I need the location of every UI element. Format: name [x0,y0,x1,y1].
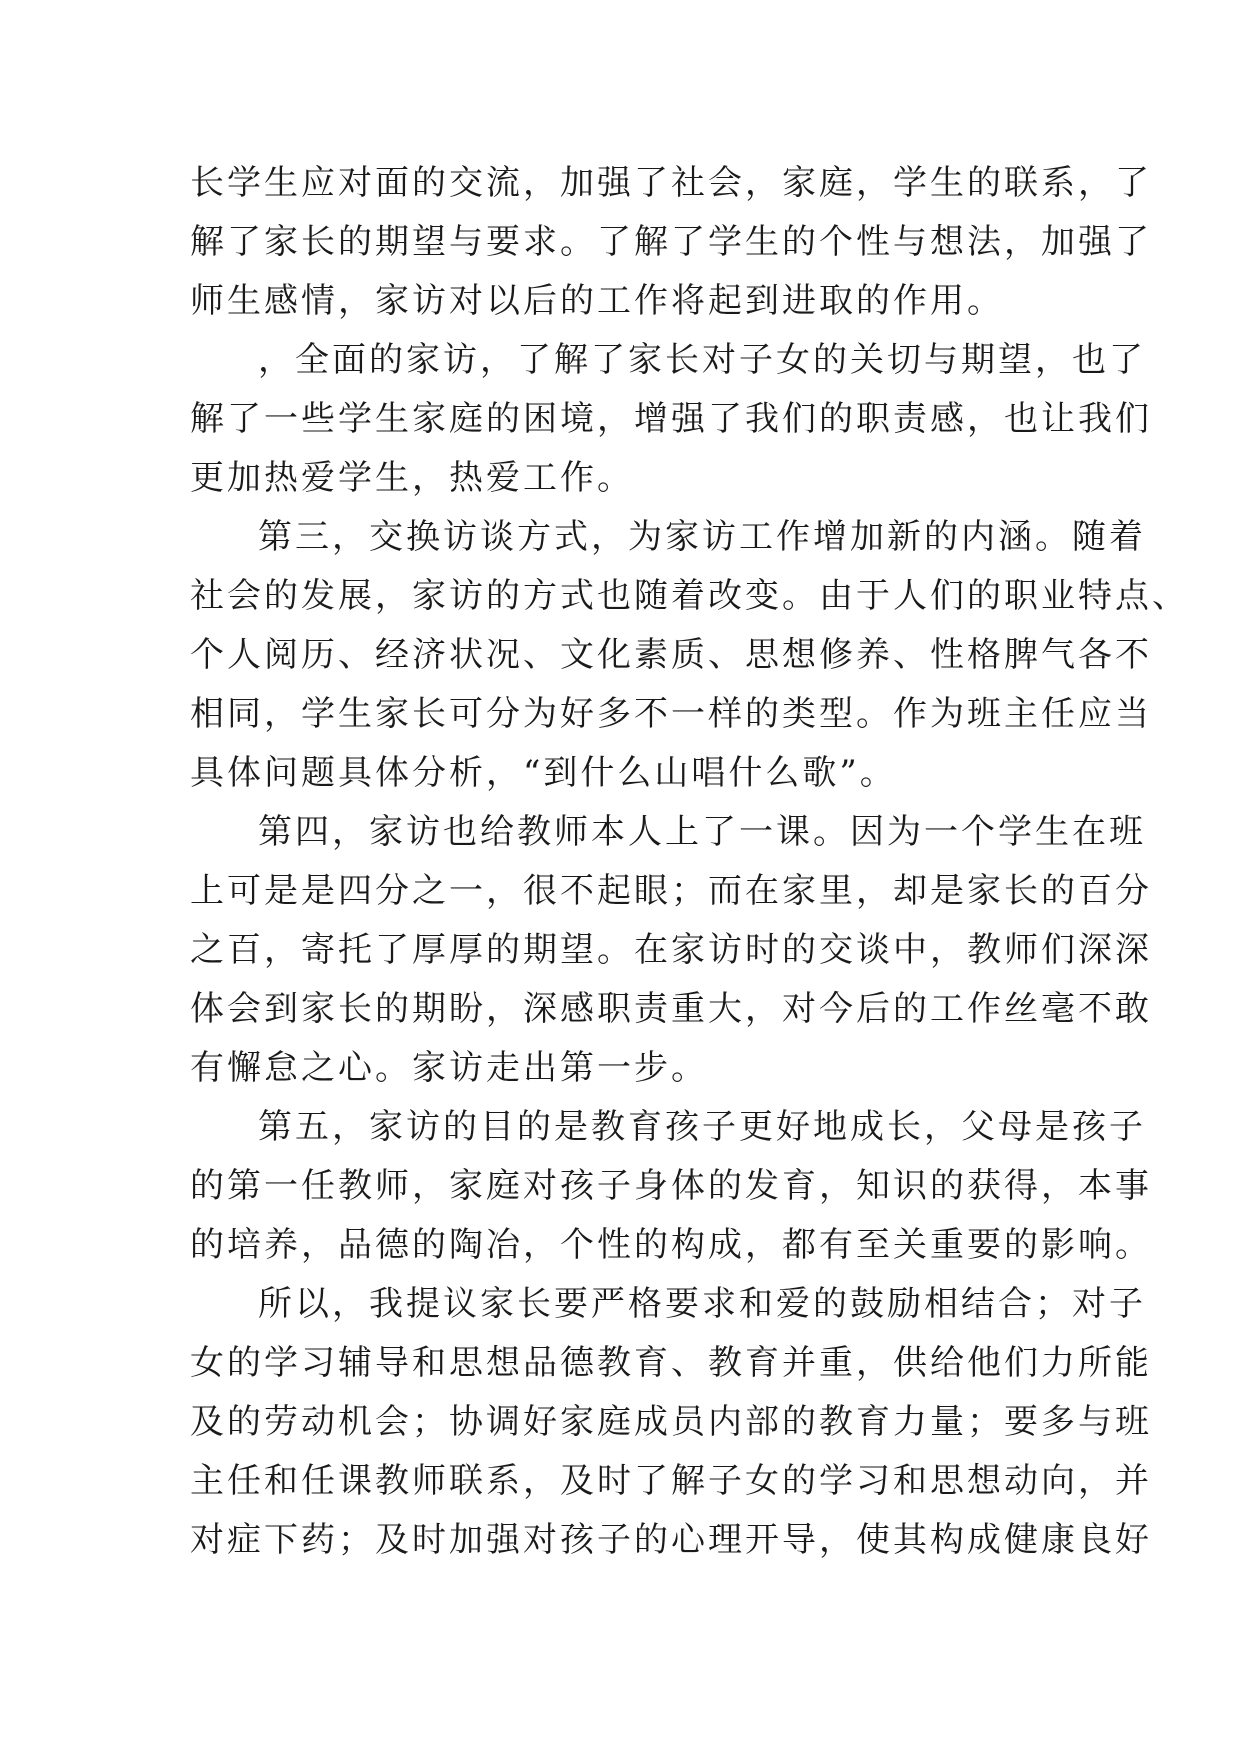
text-line: 相同，学生家长可分为好多不一样的类型。作为班主任应当 [190,694,1152,734]
text-line: 解了家长的期望与要求。了解了学生的个性与想法，加强了 [190,222,1152,262]
text-line: 对症下药；及时加强对孩子的心理开导，使其构成健康良好 [190,1520,1152,1560]
text-line: 解了一些学生家庭的困境，增强了我们的职责感，也让我们 [190,399,1152,439]
text-line: 师生感情，家访对以后的工作将起到进取的作用。 [190,281,1004,321]
text-line: 的培养，品德的陶冶，个性的构成，都有至关重要的影响。 [190,1225,1152,1265]
text-line: 个人阅历、经济状况、文化素质、思想修养、性格脾气各不 [190,635,1152,675]
body-text [190,154,1189,1570]
text-line: 社会的发展，家访的方式也随着改变。由于人们的职业特点、 [190,576,1189,616]
text-line: 有懈怠之心。家访走出第一步。 [190,1048,708,1088]
text-line: 上可是是四分之一，很不起眼；而在家里，却是家长的百分 [190,871,1152,911]
text-line: 的第一任教师，家庭对孩子身体的发育，知识的获得，本事 [190,1166,1152,1206]
text-line: 主任和任课教师联系，及时了解子女的学习和思想动向，并 [190,1461,1152,1501]
text-line: 体会到家长的期盼，深感职责重大，对今后的工作丝毫不敢 [190,989,1152,1029]
text-line: 更加热爱学生，热爱工作。 [190,458,634,498]
paragraph-first-line: 第三，交换访谈方式，为家访工作增加新的内涵。随着 [258,517,1146,557]
paragraph-first-line: ，全面的家访，了解了家长对子女的关切与期望，也了 [258,340,1146,380]
text-line: 女的学习辅导和思想品德教育、教育并重，供给他们力所能 [190,1343,1152,1383]
text-line: 及的劳动机会；协调好家庭成员内部的教育力量；要多与班 [190,1402,1152,1442]
paragraph-first-line: 第五，家访的目的是教育孩子更好地成长，父母是孩子 [258,1107,1146,1147]
paragraph-first-line: 所以，我提议家长要严格要求和爱的鼓励相结合；对子 [258,1284,1146,1324]
text-line: 具体问题具体分析，“到什么山唱什么歌”。 [190,753,897,793]
paragraph-first-line: 第四，家访也给教师本人上了一课。因为一个学生在班 [258,812,1146,852]
text-line: 长学生应对面的交流，加强了社会，家庭，学生的联系，了 [190,163,1152,203]
text-line: 之百，寄托了厚厚的期望。在家访时的交谈中，教师们深深 [190,930,1152,970]
